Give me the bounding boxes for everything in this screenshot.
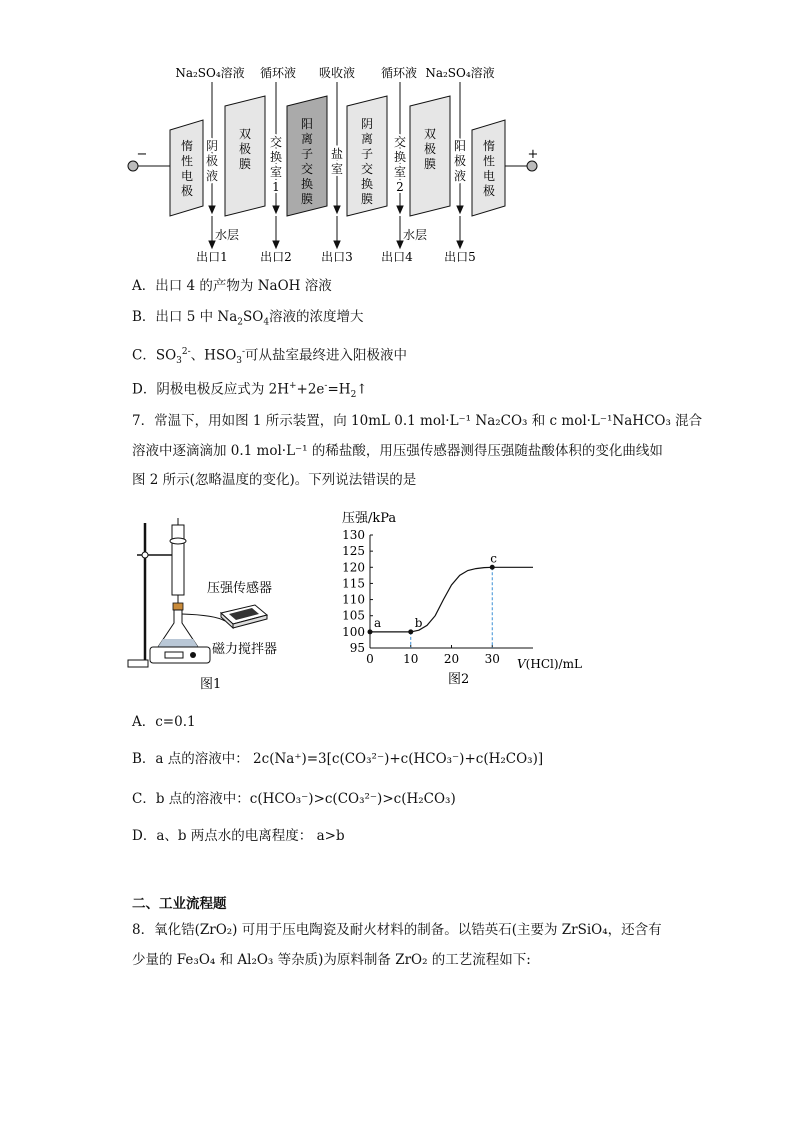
point-b bbox=[408, 629, 413, 634]
outlet-5: 出口5 bbox=[444, 250, 476, 264]
q6-option-a: A．出口 4 的产物为 NaOH 溶液 bbox=[132, 278, 332, 294]
x-tick-label: 10 bbox=[403, 652, 419, 666]
pressure-curve bbox=[370, 567, 533, 632]
pressure-chart bbox=[330, 510, 620, 690]
label-na2so4-right: Na₂SO₄溶液 bbox=[425, 66, 495, 80]
exch1-text: 交换室 1 bbox=[269, 135, 283, 194]
salt-room-text: 盐室 bbox=[330, 147, 344, 176]
y-tick-label: 95 bbox=[349, 641, 365, 655]
q7-line-1: 7．常温下，用如图 1 所示装置，向 10mL 0.1 mol·L⁻¹ Na₂CO₃ 和 c mol·L⁻¹NaHCO₃ 混合 bbox=[132, 413, 703, 429]
y-tick-label: 105 bbox=[342, 608, 365, 623]
point-label-b: b bbox=[414, 615, 423, 630]
label-circ-left: 循环液 bbox=[259, 66, 297, 80]
q6-option-b: B．出口 5 中 $Na_2SO_4$溶液的浓度增大 bbox=[132, 309, 364, 328]
inert-right-text: 惰性电极 bbox=[482, 139, 496, 198]
fig1-caption: 图1 bbox=[200, 677, 222, 692]
point-a bbox=[368, 629, 373, 634]
y-tick-label: 110 bbox=[342, 592, 365, 607]
q7-line-3: 图 2 所示(忽略温度的变化)。下列说法错误的是 bbox=[132, 472, 417, 488]
outlet-3: 出口3 bbox=[321, 250, 353, 264]
point-label-c: c bbox=[490, 551, 497, 566]
svg-text:+: + bbox=[527, 147, 539, 162]
cation-text: 阳离子交换膜 bbox=[300, 117, 314, 206]
stirrer-label: 磁力搅拌器 bbox=[212, 642, 278, 657]
bipolar-right-text: 双极膜 bbox=[423, 127, 437, 171]
label-absorb: 吸收液 bbox=[318, 66, 356, 80]
electrodialysis-diagram bbox=[115, 58, 575, 273]
x-tick-label: 30 bbox=[484, 652, 500, 666]
q6-option-d: D．阴极电极反应式为 $2H^++2e^-=H_2↑$ bbox=[132, 381, 368, 401]
inert-electrode-right bbox=[472, 120, 505, 216]
section-heading: 二、工业流程题 bbox=[132, 896, 227, 912]
water-layer-left: 水层 bbox=[215, 228, 240, 242]
y-tick-label: 100 bbox=[342, 624, 365, 639]
point-c bbox=[490, 565, 495, 570]
q7-option-d: D．a、b 两点水的电离程度： a>b bbox=[132, 828, 345, 844]
svg-text:−: − bbox=[136, 147, 148, 162]
y-tick-label: 120 bbox=[342, 560, 365, 575]
y-tick-label: 115 bbox=[342, 576, 365, 591]
q7-line-2: 溶液中逐滴滴加 0.1 mol·L⁻¹ 的稀盐酸，用压强传感器测得压强随盐酸体积的变化曲线如 bbox=[132, 443, 663, 459]
plus-terminal bbox=[503, 147, 538, 171]
anode-liquid-text: 阳极液 bbox=[453, 139, 467, 183]
outlet-2: 出口2 bbox=[260, 250, 292, 264]
exch2-text: 交换室 2 bbox=[393, 135, 407, 194]
q6-option-c: C．$SO_3^{2-}$、$HSO_3^-$可从盐室最终进入阳极液中 bbox=[132, 347, 408, 367]
label-na2so4-left: Na₂SO₄溶液 bbox=[175, 66, 245, 80]
inert-electrode-left bbox=[170, 120, 203, 216]
label-circ-right: 循环液 bbox=[380, 66, 418, 80]
q7-option-c: C．b 点的溶液中：c(HCO₃⁻)>c(CO₃²⁻)>c(H₂CO₃) bbox=[132, 791, 456, 807]
sensor-label: 压强传感器 bbox=[207, 581, 273, 596]
y-tick-label: 125 bbox=[342, 544, 365, 559]
y-tick-label: 130 bbox=[342, 528, 365, 542]
chart-ylabel: 压强/kPa bbox=[342, 511, 397, 526]
outlet-4: 出口4 bbox=[381, 250, 413, 264]
anion-text: 阴离子交换膜 bbox=[360, 117, 374, 206]
minus-terminal bbox=[128, 147, 170, 171]
q8-line-2: 少量的 Fe₃O₄ 和 Al₂O₃ 等杂质)为原料制备 ZrO₂ 的工艺流程如下: bbox=[132, 952, 531, 968]
q7-option-b: B．a 点的溶液中： 2c(Na⁺)=3[c(CO₃²⁻)+c(HCO₃⁻)+c(H₂CO₃)] bbox=[132, 751, 544, 767]
q7-option-a: A．c=0.1 bbox=[132, 714, 196, 730]
apparatus-figure bbox=[125, 515, 305, 695]
bipolar-membrane-right bbox=[410, 96, 450, 216]
bipolar-membrane-left bbox=[225, 96, 265, 216]
x-tick-label: 20 bbox=[443, 652, 460, 666]
water-layer-right: 水层 bbox=[403, 228, 428, 242]
cathode-liquid-text: 阴极液 bbox=[205, 139, 219, 183]
point-label-a: a bbox=[374, 615, 382, 630]
chart-xlabel: V(HCl)/mL bbox=[517, 657, 582, 671]
inert-left-text: 惰性电极 bbox=[180, 139, 194, 198]
q8-line-1: 8．氧化锆(ZrO₂) 可用于压电陶瓷及耐火材料的制备。以锆英石(主要为 ZrSiO₄，还含有 bbox=[132, 922, 662, 938]
outlet-1: 出口1 bbox=[196, 250, 228, 264]
x-tick-label: 0 bbox=[366, 652, 374, 666]
bipolar-left-text: 双极膜 bbox=[238, 127, 252, 171]
fig2-caption: 图2 bbox=[448, 672, 470, 687]
